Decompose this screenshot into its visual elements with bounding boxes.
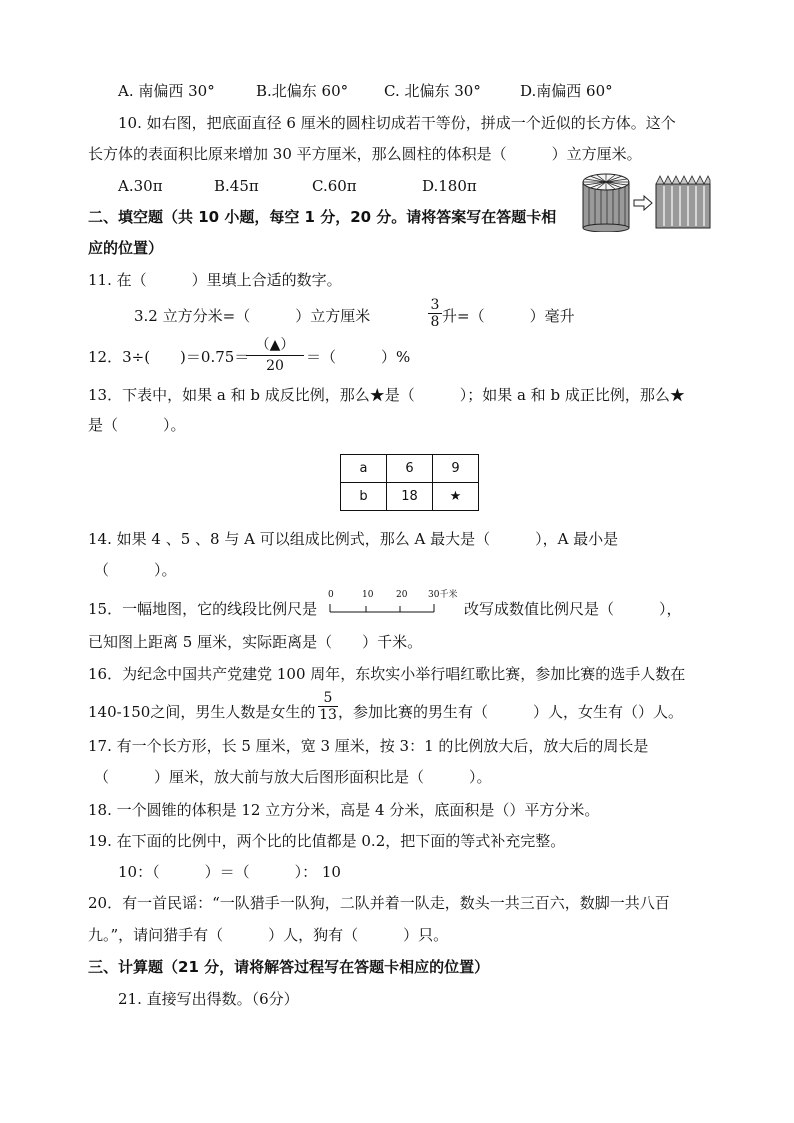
q12-fraction-numerator: （▲） bbox=[255, 337, 295, 353]
q13-line2: 是（ ）。 bbox=[88, 416, 186, 434]
scale-bar bbox=[328, 590, 466, 616]
q13-line1: 13．下表中，如果 a 和 b 成反比例，那么★是（ ）；如果 a 和 b 成正比例，那么★ bbox=[88, 386, 685, 404]
section3-heading: 三、计算题（21 分，请将解答过程写在答题卡相应的位置） bbox=[88, 958, 490, 976]
q11-part2: 升=（ ）毫升 bbox=[442, 307, 575, 325]
table-cell: 6 bbox=[387, 455, 433, 483]
q15-line2: 已知图上距离 5 厘米，实际距离是（ ）千米。 bbox=[88, 633, 423, 651]
q10-option-a: A.30π bbox=[118, 177, 163, 195]
ab-table bbox=[340, 454, 479, 511]
q12-fraction bbox=[246, 337, 304, 374]
q11-fraction-denominator: 8 bbox=[428, 313, 442, 330]
q20-line2: 九。”，请问猎手有（ ）人，狗有（ ）只。 bbox=[88, 926, 449, 944]
q14-line2: （ ）。 bbox=[94, 561, 177, 579]
q9-option-c: C. 北偏东 30° bbox=[384, 82, 481, 100]
q20-line1: 20．有一首民谣：“一队猎手一队狗，二队并着一队走，数头一共三百六，数脚一共八百 bbox=[88, 894, 670, 912]
q12-fraction-denominator: 20 bbox=[246, 355, 304, 374]
q9-option-a: A. 南偏西 30° bbox=[118, 82, 215, 100]
table-cell: 18 bbox=[387, 483, 433, 511]
q16-suffix: ，参加比赛的男生有（ ）人，女生有（）人。 bbox=[338, 703, 684, 721]
section2-heading-line1: 二、填空题（共 10 小题，每空 1 分，20 分。请将答案写在答题卡相 bbox=[88, 208, 557, 226]
cylinder-cuboid-figure bbox=[580, 170, 714, 232]
q16-fraction bbox=[318, 690, 338, 723]
q21-line: 21. 直接写出得数。（6分） bbox=[118, 990, 299, 1008]
q12-suffix: ＝（ ）% bbox=[306, 348, 411, 366]
table-row bbox=[341, 483, 479, 511]
q10-line2: 长方体的表面积比原来增加 30 平方厘米，那么圆柱的体积是（ ）立方厘米。 bbox=[88, 145, 642, 163]
q19-line2: 10：（ ）＝（ ）： 10 bbox=[118, 863, 341, 881]
q17-line1: 17. 有一个长方形，长 5 厘米，宽 3 厘米，按 3：1 的比例放大后，放大后的周长是 bbox=[88, 737, 649, 755]
q9-option-b: B.北偏东 60° bbox=[256, 82, 349, 100]
q14-line1: 14. 如果 4 、5 、8 与 A 可以组成比例式，那么 A 最大是（ ），A 最小是 bbox=[88, 530, 619, 548]
scale-label: 30千米 bbox=[428, 590, 458, 600]
q10-line1: 10. 如右图，把底面直径 6 厘米的圆柱切成若干等份，拼成一个近似的长方体。这个 bbox=[118, 114, 676, 132]
q18-line: 18. 一个圆锥的体积是 12 立方分米，高是 4 分米，底面积是（）平方分米。 bbox=[88, 801, 600, 819]
table-row bbox=[341, 455, 479, 483]
scale-line bbox=[328, 600, 438, 614]
q16-prefix: 140-150之间，男生人数是女生的 bbox=[88, 703, 316, 721]
q15-suffix: 改写成数值比例尺是（ ）， bbox=[464, 600, 682, 618]
q11-fraction bbox=[428, 297, 442, 330]
q16-fraction-numerator: 5 bbox=[323, 690, 333, 706]
q17-line2: （ ）厘米，放大前与放大后图形面积比是（ ）。 bbox=[94, 768, 492, 786]
q11-part1: 3.2 立方分米=（ ）立方厘米 bbox=[134, 307, 371, 325]
q9-option-d: D.南偏西 60° bbox=[520, 82, 613, 100]
q11-fraction-numerator: 3 bbox=[430, 297, 440, 313]
q11-line: 11. 在（ ）里填上合适的数字。 bbox=[88, 271, 342, 289]
table-cell: ★ bbox=[433, 483, 479, 511]
scale-label: 10 bbox=[362, 590, 374, 600]
q12-prefix: 12．3÷( )＝0.75＝ bbox=[88, 348, 250, 366]
q15-prefix: 15．一幅地图，它的线段比例尺是 bbox=[88, 600, 318, 618]
q10-option-d: D.180π bbox=[422, 177, 477, 195]
q16-fraction-denominator: 13 bbox=[319, 707, 337, 723]
q10-option-b: B.45π bbox=[214, 177, 259, 195]
q16-line1: 16．为纪念中国共产党建党 100 周年，东坎实小举行唱红歌比赛，参加比赛的选手人数在 bbox=[88, 665, 686, 683]
table-cell: a bbox=[341, 455, 387, 483]
scale-label: 20 bbox=[396, 590, 408, 600]
table-cell: b bbox=[341, 483, 387, 511]
section2-heading-line2: 应的位置） bbox=[88, 239, 164, 257]
table-cell: 9 bbox=[433, 455, 479, 483]
q19-line1: 19. 在下面的比例中，两个比的比值都是 0.2，把下面的等式补充完整。 bbox=[88, 832, 566, 850]
scale-label: 0 bbox=[328, 590, 334, 600]
q10-option-c: C.60π bbox=[312, 177, 357, 195]
